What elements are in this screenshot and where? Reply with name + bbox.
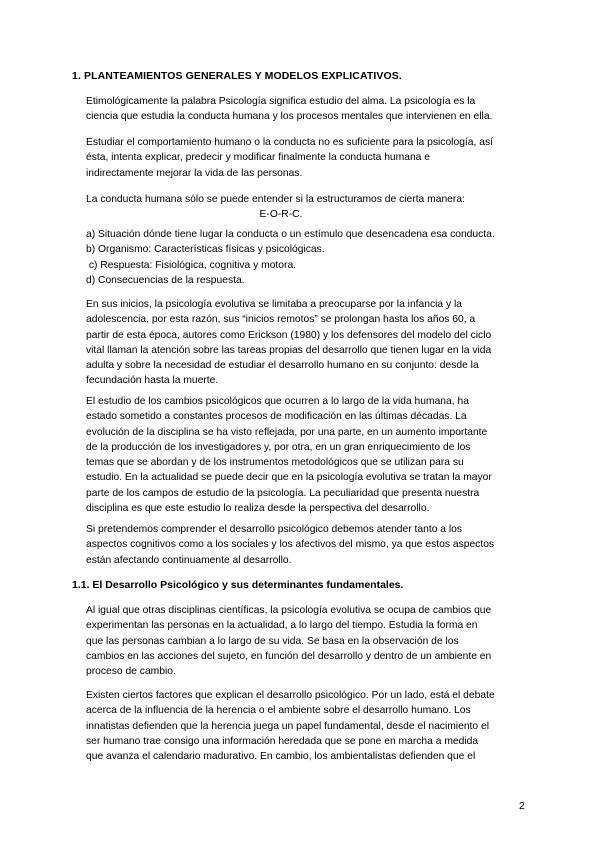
paragraph-8 — [86, 688, 536, 764]
text-line: estado sometido a constantes procesos de modificación en las últimas décadas. La — [86, 411, 467, 423]
text-line: partir de esta época, autores como Erickson (1980) y los defensores del modelo del ciclo — [86, 329, 492, 341]
text-line: de la producción de los investigadores y, por otra, en un gran enriquecimiento de los — [86, 441, 471, 453]
section-heading: 1. PLANTEAMIENTOS GENERALES Y MODELOS EXPLICATIVOS. — [72, 70, 402, 82]
conduct-list — [86, 227, 536, 288]
text-line: aspectos cognitivos como a los sociales y los afectivos del mismo, ya que estos aspectos — [86, 539, 495, 551]
text-line: cambios en las acciones del sujeto, en función del desarrollo y dentro de un ambiente en — [86, 650, 492, 662]
text-line: La conducta humana sólo se puede entender si la estructuramos de cierta manera: — [86, 194, 465, 205]
text-line: Existen ciertos factores que explican el desarrollo psicológico. Por un lado, está el debate — [86, 690, 495, 701]
text-line: El estudio de los cambios psicológicos que ocurren a lo largo de la vida humana, ha — [86, 396, 469, 407]
text-line: que las personas cambian a lo largo de su vida. Se basa en la observación de los — [86, 635, 459, 647]
paragraph-7 — [86, 603, 536, 679]
text-line: parte de los campos de estudio de la psicología. La peculiaridad que presenta nuestra — [86, 487, 480, 499]
text-line: están afectando continuamente al desarrollo. — [86, 554, 292, 566]
text-line: En sus inicios, la psicología evolutiva se limitaba a preocuparse por la infancia y la — [86, 299, 463, 310]
text-line: indirectamente mejorar la vida de las personas. — [86, 167, 303, 179]
text-line: evolución de la disciplina se ha visto reflejada, por una parte, en un aumento importante — [86, 426, 488, 438]
text-line: ciencia que estudia la conducta humana y los procesos mentales que intervienen en ella. — [86, 111, 493, 123]
list-item: a) Situación dónde tiene lugar la conducta o un estímulo que desencadena esa conducta. — [86, 229, 495, 240]
paragraph-5 — [86, 394, 536, 516]
paragraph-3 — [86, 192, 536, 223]
text-line: que avanza el calendario madurativo. En cambio, los ambientalistas defienden que el — [86, 751, 476, 763]
text-line: fecundación hasta la muerte. — [86, 375, 219, 387]
text-line: estudio. En la actualidad se puede decir que en la psicología evolutiva se tratan la mayor — [86, 472, 492, 484]
text-line: Estudiar el comportamiento humano o la conducta no es suficiente para la psicología, así — [86, 137, 493, 148]
eorc-formula: E-O-R-C. — [259, 209, 303, 221]
text-line: experimentan las personas en la actualidad, a lo largo del tiempo. Estudia la forma en — [86, 620, 478, 632]
paragraph-4 — [86, 297, 536, 389]
text-line: Etimológicamente la palabra Psicología significa estudio del alma. La psicología es la — [86, 96, 476, 107]
text-line: Si pretendemos comprender el desarrollo psicológico debemos atender tanto a los — [86, 524, 463, 535]
paragraph-2 — [86, 135, 536, 181]
subsection-heading: 1.1. El Desarrollo Psicológico y sus determinantes fundamentales. — [72, 579, 404, 591]
text-line: Al igual que otras disciplinas científicas, la psicología evolutiva se ocupa de cambios que — [86, 605, 492, 616]
text-line: adulta y sobre la necesidad de estudiar el desarrollo humano en su conjunto: desde la — [86, 360, 479, 372]
text-line: innatistas defienden que la herencia juega un papel fundamental, desde el nacimiento el — [86, 720, 490, 732]
list-item: d) Consecuencias de la respuesta. — [86, 274, 245, 286]
list-item: b) Organismo: Características físicas y psicológicas. — [86, 244, 325, 256]
paragraph-6 — [86, 522, 536, 568]
text-line: vital llaman la atención sobre las tareas propias del desarrollo que tienen lugar en la vida — [86, 344, 492, 356]
text-line: adolescencia, por esta razón, sus “inicios remotos” se prolongan hasta los años 60, a — [86, 314, 476, 326]
paragraph-1 — [86, 94, 536, 125]
text-line: ésta, intenta explicar, predecir y modificar finalmente la conducta humana e — [86, 152, 430, 164]
text-line: acerca de la influencia de la herencia o el ambiente sobre el desarrollo humano. Los — [86, 705, 471, 717]
page-number: 2 — [519, 800, 525, 812]
text-line: proceso de cambio. — [86, 666, 176, 678]
text-line: disciplina es que este estudio lo realiza desde la perspectiva del desarrollo. — [86, 503, 430, 515]
text-line: ser humano trae consigo una información heredada que se pone en marcha a medida — [86, 735, 479, 747]
text-line: temas que se abordan y de los instrumentos metodológicos que se utilizan para su — [86, 457, 464, 469]
list-item: c) Respuesta: Fisiológica, cognitiva y motora. — [86, 259, 297, 271]
